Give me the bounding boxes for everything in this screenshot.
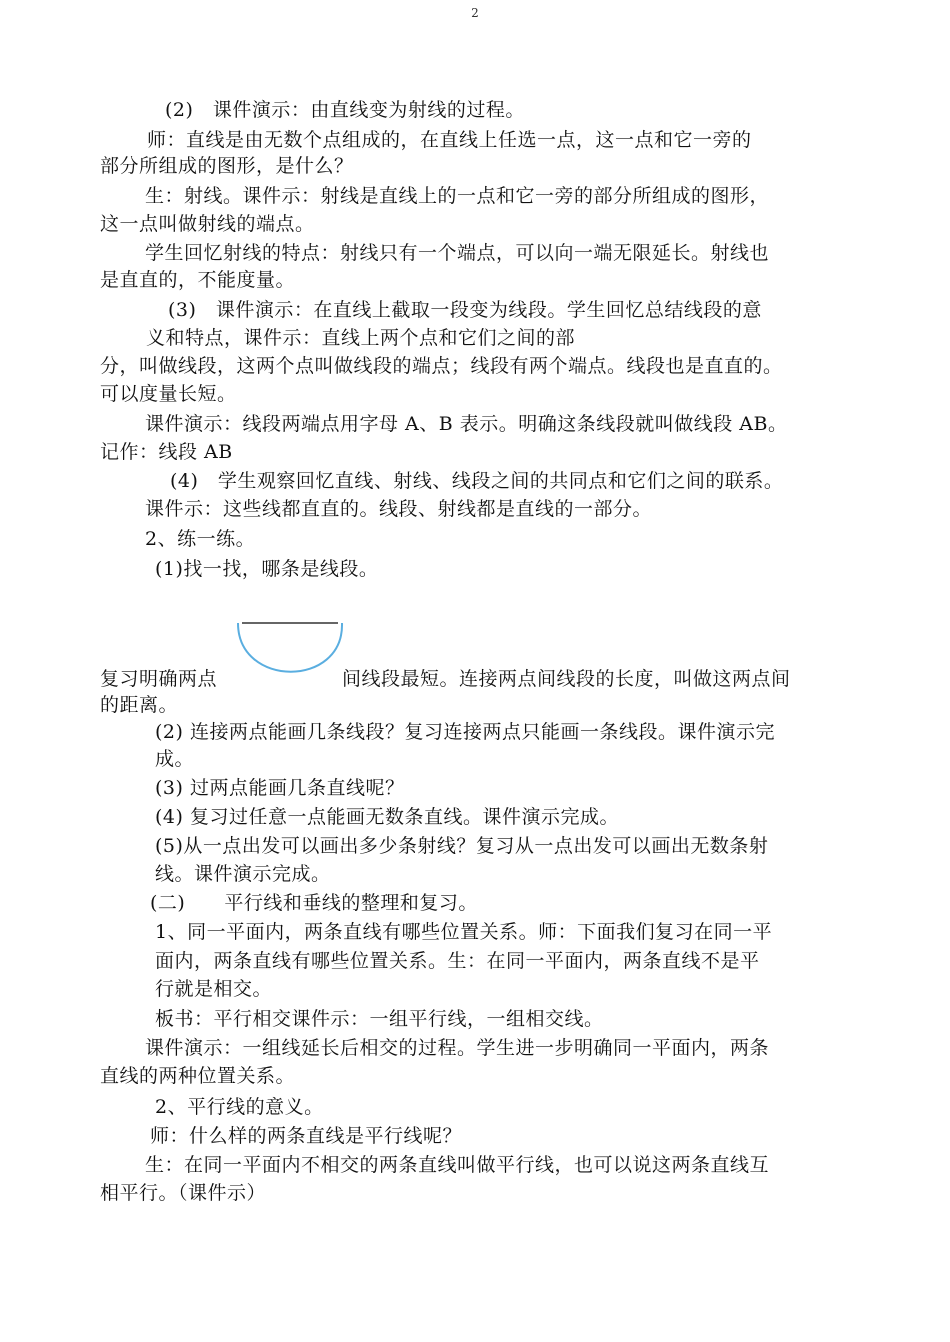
text-line: 板书：平行相交课件示：一组平行线，一组相交线。: [155, 1008, 604, 1030]
text-line: 课件示：这些线都直直的。线段、射线都是直线的一部分。: [145, 498, 653, 520]
text-line: 成。: [155, 748, 195, 770]
text-line: (2) 课件演示：由直线变为射线的过程。: [165, 99, 525, 121]
text-line: 间线段最短。连接两点间线段的长度，叫做这两点间: [342, 668, 791, 690]
text-line: 生：在同一平面内不相交的两条直线叫做平行线，也可以说这两条直线互: [145, 1154, 770, 1176]
text-line: 师：直线是由无数个点组成的，在直线上任选一点，这一点和它一旁的: [147, 129, 752, 151]
text-line: 2、平行线的意义。: [155, 1096, 324, 1118]
text-line: 生：射线。课件示：射线是直线上的一点和它一旁的部分所组成的图形，: [145, 185, 770, 207]
curve-arc: [238, 623, 342, 672]
text-line: 可以度量长短。: [100, 383, 237, 405]
text-line: (1)找一找，哪条是线段。: [155, 558, 379, 580]
text-line: (3) 课件演示：在直线上截取一段变为线段。学生回忆总结线段的意: [168, 299, 762, 321]
text-line: 师：什么样的两条直线是平行线呢？: [150, 1125, 463, 1147]
text-line: (4) 学生观察回忆直线、射线、线段之间的共同点和它们之间的联系。: [170, 470, 784, 492]
text-line: 部分所组成的图形，是什么？: [100, 155, 354, 177]
text-line: 课件演示：一组线延长后相交的过程。学生进一步明确同一平面内，两条: [145, 1037, 770, 1059]
text-line: 相平行。（课件示）: [100, 1182, 267, 1204]
page-number: 2: [471, 6, 479, 20]
text-line: (5)从一点出发可以画出多少条射线？复习从一点出发可以画出无数条射: [155, 835, 769, 857]
text-line: 义和特点，课件示：直线上两个点和它们之间的部: [146, 327, 576, 349]
text-line: 是直直的，不能度量。: [100, 269, 296, 291]
text-line: 课件演示：线段两端点用字母 A、B 表示。明确这条线段就叫做线段 AB。: [145, 413, 788, 435]
text-line: 分，叫做线段，这两个点叫做线段的端点；线段有两个端点。线段也是直直的。: [100, 355, 783, 377]
text-line: 的距离。: [100, 694, 179, 716]
text-line: (2) 连接两点能画几条线段？复习连接两点只能画一条线段。课件演示完: [155, 721, 775, 743]
text-line: (4) 复习过任意一点能画无数条直线。课件演示完成。: [155, 806, 619, 828]
text-line: 面内，两条直线有哪些位置关系。生：在同一平面内，两条直线不是平: [155, 950, 760, 972]
text-line: 学生回忆射线的特点：射线只有一个端点，可以向一端无限延长。射线也: [145, 242, 770, 264]
text-line: 线。课件演示完成。: [155, 863, 331, 885]
text-line: (3) 过两点能画几条直线呢？: [155, 777, 405, 799]
text-line: 直线的两种位置关系。: [100, 1065, 296, 1087]
text-line: 行就是相交。: [155, 978, 273, 1000]
text-line: 2、练一练。: [145, 528, 256, 550]
segment-arc-diagram: [236, 618, 346, 674]
text-line: 复习明确两点: [100, 668, 218, 690]
text-line: 这一点叫做射线的端点。: [100, 213, 315, 235]
text-line: 记作：线段 AB: [100, 441, 233, 463]
section-heading: (二) 平行线和垂线的整理和复习。: [150, 892, 478, 914]
text-line: 1、同一平面内，两条直线有哪些位置关系。师：下面我们复习在同一平: [155, 921, 773, 943]
